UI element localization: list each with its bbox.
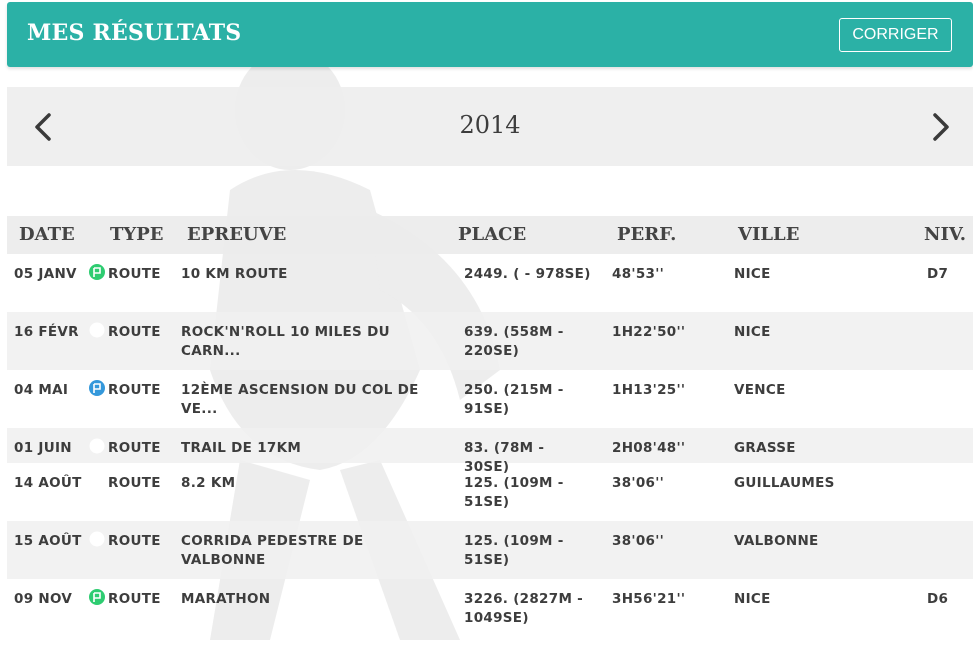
- cell-ville: NICE: [734, 266, 771, 282]
- cell-epreuve[interactable]: 10 KM ROUTE: [181, 266, 288, 282]
- cell-epreuve[interactable]: ROCK'N'ROLL 10 MILES DU CARN...: [181, 324, 390, 359]
- cell-type: ROUTE: [108, 266, 161, 282]
- cell-place: 639. (558M - 220SE): [464, 324, 564, 359]
- cell-type: ROUTE: [108, 475, 161, 491]
- cell-ville: GRASSE: [734, 440, 796, 456]
- cell-place: 3226. (2827M - 1049SE): [464, 591, 584, 626]
- table-row[interactable]: [7, 312, 973, 370]
- cell-epreuve[interactable]: MARATHON: [181, 591, 271, 607]
- cell-type: ROUTE: [108, 324, 161, 340]
- cell-perf: 2H08'48'': [612, 440, 686, 456]
- cell-date: 16 FÉVR: [14, 324, 79, 340]
- cell-epreuve[interactable]: 8.2 KM: [181, 475, 236, 491]
- cell-place: 125. (109M - 51SE): [464, 533, 564, 568]
- cell-perf: 1H22'50'': [612, 324, 686, 340]
- cell-ville: NICE: [734, 324, 771, 340]
- cell-type: ROUTE: [108, 382, 161, 398]
- cell-date: 15 AOÛT: [14, 533, 82, 549]
- table-row[interactable]: [7, 521, 973, 579]
- table-row[interactable]: [7, 428, 973, 475]
- cell-epreuve[interactable]: TRAIL DE 17KM: [181, 440, 302, 456]
- flag-white-icon: [89, 322, 105, 338]
- cell-ville: VALBONNE: [734, 533, 819, 549]
- cell-type: ROUTE: [108, 440, 161, 456]
- cell-place: 125. (109M - 51SE): [464, 475, 564, 510]
- cell-ville: NICE: [734, 591, 771, 607]
- page-header: [7, 2, 973, 67]
- cell-place: 250. (215M - 91SE): [464, 382, 564, 417]
- cell-date: 04 MAI: [14, 382, 69, 398]
- flag-green-icon: [89, 589, 105, 605]
- cell-perf: 38'06'': [612, 533, 665, 549]
- year-label: 2014: [459, 111, 521, 139]
- table-row[interactable]: [7, 579, 973, 637]
- cell-ville: VENCE: [734, 382, 786, 398]
- cell-epreuve[interactable]: CORRIDA PEDESTRE DE VALBONNE: [181, 533, 364, 568]
- column-header-niv[interactable]: NIV.: [924, 224, 966, 245]
- results-table-body: [7, 254, 973, 637]
- flag-white-icon: [89, 531, 105, 547]
- year-navigator: [7, 87, 973, 166]
- cell-perf: 38'06'': [612, 475, 665, 491]
- flag-white-icon: [89, 438, 105, 454]
- cell-perf: 1H13'25'': [612, 382, 686, 398]
- correct-button[interactable]: CORRIGER: [839, 18, 952, 52]
- cell-place: 83. (78M - 30SE): [464, 440, 545, 475]
- flag-white-icon: [89, 473, 105, 489]
- cell-niv: D7: [927, 266, 949, 282]
- cell-type: ROUTE: [108, 591, 161, 607]
- cell-type: ROUTE: [108, 533, 161, 549]
- cell-epreuve[interactable]: 12ÈME ASCENSION DU COL DE VE...: [181, 382, 419, 417]
- table-row[interactable]: [7, 370, 973, 428]
- column-header-epreuve[interactable]: EPREUVE: [187, 224, 287, 245]
- cell-date: 05 JANV: [14, 266, 77, 282]
- column-header-place[interactable]: PLACE: [458, 224, 527, 245]
- chevron-right-icon[interactable]: [925, 111, 955, 143]
- table-row[interactable]: [7, 463, 973, 521]
- table-row[interactable]: [7, 254, 973, 312]
- column-header-perf[interactable]: PERF.: [617, 224, 677, 245]
- column-header-ville[interactable]: VILLE: [738, 224, 800, 245]
- column-header-date[interactable]: DATE: [19, 224, 75, 245]
- cell-perf: 48'53'': [612, 266, 665, 282]
- column-header-type[interactable]: TYPE: [110, 224, 164, 245]
- cell-perf: 3H56'21'': [612, 591, 686, 607]
- cell-niv: D6: [927, 591, 949, 607]
- cell-ville: GUILLAUMES: [734, 475, 835, 491]
- results-table-header: [7, 216, 973, 254]
- cell-date: 01 JUIN: [14, 440, 72, 456]
- cell-date: 14 AOÛT: [14, 475, 82, 491]
- flag-green-icon: [89, 264, 105, 280]
- cell-date: 09 NOV: [14, 591, 73, 607]
- cell-place: 2449. ( - 978SE): [464, 266, 591, 282]
- flag-blue-icon: [89, 380, 105, 396]
- page-title: MES RÉSULTATS: [27, 20, 242, 46]
